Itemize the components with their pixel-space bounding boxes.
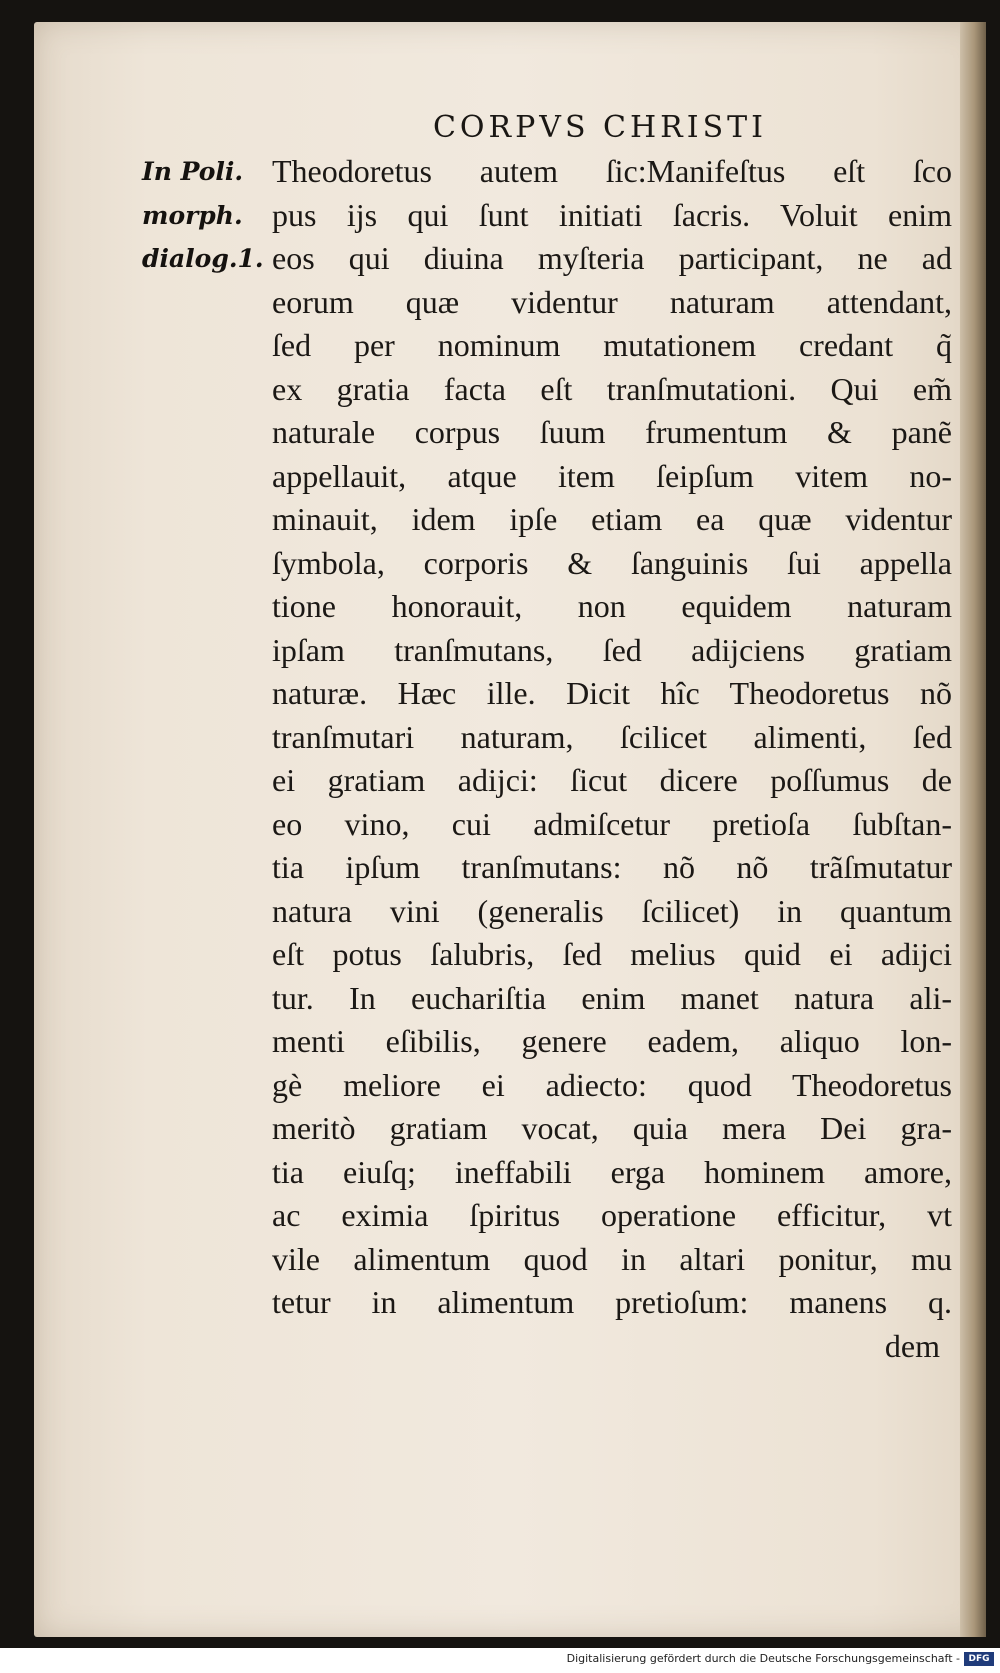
page-edge: [960, 22, 986, 1637]
text-line: naturale corpus ſuum frumentum & panẽ: [272, 414, 952, 450]
text-line: minauit, idem ipſe etiam ea quæ videntur: [272, 501, 952, 537]
text-line: tia ipſum tranſmutans: nõ nõ trãſmutatur: [272, 849, 952, 885]
margin-note-line: morph.: [142, 200, 243, 230]
dfg-logo: DFG: [964, 1652, 994, 1666]
footer: [0, 1648, 1000, 1673]
text-line: tione honorauit, non equidem naturam: [272, 588, 952, 624]
text-line: meritò gratiam vocat, quia mera Dei gra-: [272, 1110, 952, 1146]
text-line: gè meliore ei adiecto: quod Theodoretus: [272, 1066, 952, 1103]
text-line: appellauit, atque item ſeipſum vitem no-: [272, 457, 952, 494]
text-line: natura vini (generalis ſcilicet) in quantum: [272, 892, 952, 929]
margin-note-line: dialog.1.: [142, 244, 264, 273]
text-line: ex gratia facta eſt tranſmutationi. Qui em̃: [272, 370, 952, 407]
text-line: ac eximia ſpiritus operatione efficitur, vt: [272, 1197, 952, 1233]
margin-note: [142, 150, 262, 281]
text-line: tur. In euchariſtia enim manet natura ali-: [272, 979, 952, 1016]
text-line: ſymbola, corporis & ſanguinis ſui appella: [272, 544, 952, 581]
text-line: tranſmutari naturam, ſcilicet alimenti, ſed: [272, 718, 952, 755]
margin-note-line: In Poli.: [142, 157, 244, 186]
text-line: Theodoretus autem ſic:Manifeſtus eſt ſco: [272, 153, 952, 189]
text-line: tia eiuſq; ineffabili erga hominem amore,: [272, 1153, 952, 1190]
body-text: [272, 150, 952, 1368]
text-line: pus ijs qui ſunt initiati ſacris. Voluit enim: [272, 196, 952, 233]
catchword: dem: [884, 1327, 940, 1364]
text-line: eo vino, cui admiſcetur pretioſa ſubſtan-: [272, 805, 952, 842]
text-line: eos qui diuina myſteria participant, ne ad: [272, 240, 952, 276]
running-head: CORPVS CHRISTI: [432, 110, 768, 145]
funding-credit: Digitalisierung gefördert durch die Deutsche Forschungsgemeinschaft -: [566, 1652, 960, 1665]
text-line: ſed per nominum mutationem credant q̃: [272, 327, 952, 363]
text-line: ei gratiam adijci: ſicut dicere poſſumus de: [272, 762, 952, 798]
text-line: vile alimentum quod in altari ponitur, mu: [272, 1240, 952, 1277]
text-line: eſt potus ſalubris, ſed melius quid ei adijci: [272, 936, 952, 972]
text-line: eorum quæ videntur naturam attendant,: [272, 283, 952, 320]
text-line: ipſam tranſmutans, ſed adijciens gratiam: [272, 631, 952, 668]
text-line: menti eſibilis, genere eadem, aliquo lon-: [272, 1023, 952, 1059]
text-line: naturæ. Hæc ille. Dicit hîc Theodoretus nõ: [272, 675, 952, 711]
text-line: tetur in alimentum pretioſum: manens q.: [272, 1284, 952, 1320]
